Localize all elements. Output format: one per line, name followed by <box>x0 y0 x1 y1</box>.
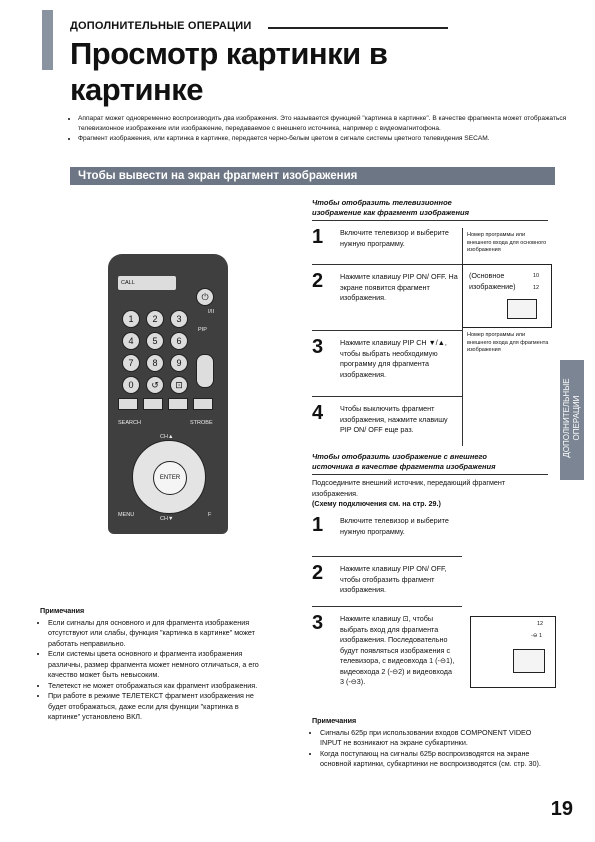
red-key <box>118 398 138 410</box>
notes-title: Примечания <box>312 716 357 725</box>
digit-6: 6 <box>170 332 188 350</box>
search-label: SEARCH <box>118 420 141 426</box>
title-line-1: Просмотр картинки в <box>70 36 388 71</box>
call-button: CALL <box>118 276 176 290</box>
step-number: 3 <box>312 612 324 634</box>
main-channel-number: 10 <box>533 273 540 279</box>
side-tab <box>560 360 584 480</box>
section2-heading <box>312 452 562 472</box>
pip-ch-rocker <box>196 354 214 388</box>
divider <box>312 330 462 331</box>
step-text: Нажмите клавишу PIP ON/ OFF. На экране появится фрагмент изображения. <box>340 272 458 302</box>
color-buttons-row <box>118 398 214 410</box>
step-text: Включите телевизор и выберите нужную программу. <box>340 516 449 536</box>
digit-0: 0 <box>122 376 140 394</box>
strobe-label: STROBE <box>190 420 213 426</box>
note-item: • Если сигналы для основного и для фрагмента изображения отсутствуют или слабы, функция "картинка в картинке" может работать неправильно. <box>48 618 272 650</box>
power-button: ⏻ <box>196 288 214 306</box>
step-number: 2 <box>312 562 324 584</box>
section-rule <box>268 27 448 29</box>
ch-down-label: CH▼ <box>160 516 174 522</box>
intro-list <box>70 114 568 144</box>
step-number: 3 <box>312 336 324 358</box>
divider <box>312 264 462 265</box>
divider <box>312 220 548 221</box>
digit-3: 3 <box>170 310 188 328</box>
ch-up-label: CH▲ <box>160 434 174 440</box>
step-number: 4 <box>312 402 324 424</box>
notes-right <box>312 716 552 770</box>
divider <box>312 396 462 397</box>
note-item: • Если системы цвета основного и фрагмента изображения различны, размер фрагмента может немного отличаться, а его качество может быть невысоким. <box>48 649 272 681</box>
callout-main-channel: Номер программы или внешнего входа для основного изображения <box>467 232 547 253</box>
note-item: • Сигналы 625р при использовании входов COMPONENT VIDEO INPUT не возникают на экране субкартинки. <box>320 728 552 749</box>
title-line-2: картинке <box>70 72 204 107</box>
screen-input-label: -⊖ 1 <box>531 633 543 639</box>
section-banner: Чтобы вывести на экран фрагмент изображения <box>70 167 555 185</box>
divider <box>312 606 462 607</box>
step-text: Включите телевизор и выберите нужную программу. <box>340 228 449 248</box>
step-number: 1 <box>312 514 324 536</box>
page-title <box>70 36 490 108</box>
step-number: 1 <box>312 226 324 248</box>
remote-control-illustration <box>108 254 228 534</box>
tv-screen-diagram-input <box>470 616 556 688</box>
f-label: F <box>208 512 212 518</box>
recall-button: ↺ <box>146 376 164 394</box>
pip-channel-number: 12 <box>533 285 540 291</box>
header-accent-bar <box>42 10 53 70</box>
digit-1: 1 <box>122 310 140 328</box>
menu-label: MENU <box>118 512 135 518</box>
green-key <box>143 398 163 410</box>
section2-heading-line2: источника в качестве фрагмента изображения <box>312 462 496 471</box>
screen-channel-number: 12 <box>537 621 544 627</box>
io-label: I/II <box>208 309 215 315</box>
section-label: ДОПОЛНИТЕЛЬНЫЕ ОПЕРАЦИИ <box>70 20 252 32</box>
section2-heading-line1: Чтобы отобразить изображение с внешнего <box>312 452 487 461</box>
step-number: 2 <box>312 270 324 292</box>
digit-2: 2 <box>146 310 164 328</box>
page-number: 19 <box>550 798 573 820</box>
blue-key <box>193 398 213 410</box>
digit-9: 9 <box>170 354 188 372</box>
navigation-ring <box>132 440 206 514</box>
input-button: ⊡ <box>170 376 188 394</box>
enter-button: ENTER <box>153 461 187 495</box>
digit-4: 4 <box>122 332 140 350</box>
section1-heading <box>312 198 562 218</box>
pip-label: PIP <box>198 327 207 333</box>
intro-item: • Аппарат может одновременно воспроизводить два изображения. Это называется функцией "картинка в картинке". В качестве фрагмента может отображаться телевизионное изображение или изображение, передаваемое с внешнего источника, например с видеомагнитофона. <box>78 114 568 134</box>
intro-item: • Фрагмент изображения, или картинка в картинке, передается черно-белым цветом в сигнале системы цветного телевидения SECAM. <box>78 134 568 144</box>
vertical-divider <box>462 228 463 446</box>
divider <box>312 556 462 557</box>
notes-title: Примечания <box>40 606 85 615</box>
pip-window <box>513 649 545 673</box>
divider <box>312 474 548 475</box>
note-item: • Телетекст не может отображаться как фрагмент изображения. <box>48 681 272 692</box>
section2-intro <box>312 478 552 510</box>
step-text: Чтобы выключить фрагмент изображения, нажмите клавишу PIP ON/ OFF еще раз. <box>340 404 448 434</box>
tv-screen-diagram <box>462 264 552 328</box>
step-text: Нажмите клавишу ⊡, чтобы выбрать вход для фрагмента изображения. Последовательно будут появляться изображения с телевизора, с видеовхода 1 (-⊖1), видеовхода 2 (-⊖2) и видеовхода 3 (-⊖3). <box>340 614 455 686</box>
pip-window <box>507 299 537 319</box>
section1-heading-line1: Чтобы отобразить телевизионное <box>312 198 452 207</box>
digit-5: 5 <box>146 332 164 350</box>
callout-pip-channel: Номер программы или внешнего входа для фрагмента изображения <box>467 332 549 353</box>
digit-8: 8 <box>146 354 164 372</box>
section2-intro-text: Подсоедините внешний источник, передающий фрагмент изображения. <box>312 478 506 498</box>
yellow-key <box>168 398 188 410</box>
notes-left <box>40 606 272 723</box>
side-tab-label: ДОПОЛНИТЕЛЬНЫЕ ОПЕРАЦИИ <box>562 378 581 458</box>
note-item: • При работе в режиме ТЕЛЕТЕКСТ фрагмент изображения не будет отображаться, даже если для функции "картинка в картинке" установлено ВКЛ. <box>48 691 272 723</box>
step-text: Нажмите клавишу PIP ON/ OFF, чтобы отобразить фрагмент изображения. <box>340 564 447 594</box>
section1-heading-line2: изображение как фрагмент изображения <box>312 208 470 217</box>
main-picture-label: (Основное изображение) <box>469 271 516 291</box>
digit-7: 7 <box>122 354 140 372</box>
step-text: Нажмите клавишу PIP CH ▼/▲, чтобы выбрать необходимую программу для фрагмента изображения. <box>340 338 447 379</box>
note-item: • Когда поступающ на сигналы 625р воспроизводятся на экране основной картинки, субкартинки не воспроизводятся (см. стр. 30). <box>320 749 552 770</box>
section2-intro-ref: (Схему подключения см. на стр. 29.) <box>312 499 441 508</box>
